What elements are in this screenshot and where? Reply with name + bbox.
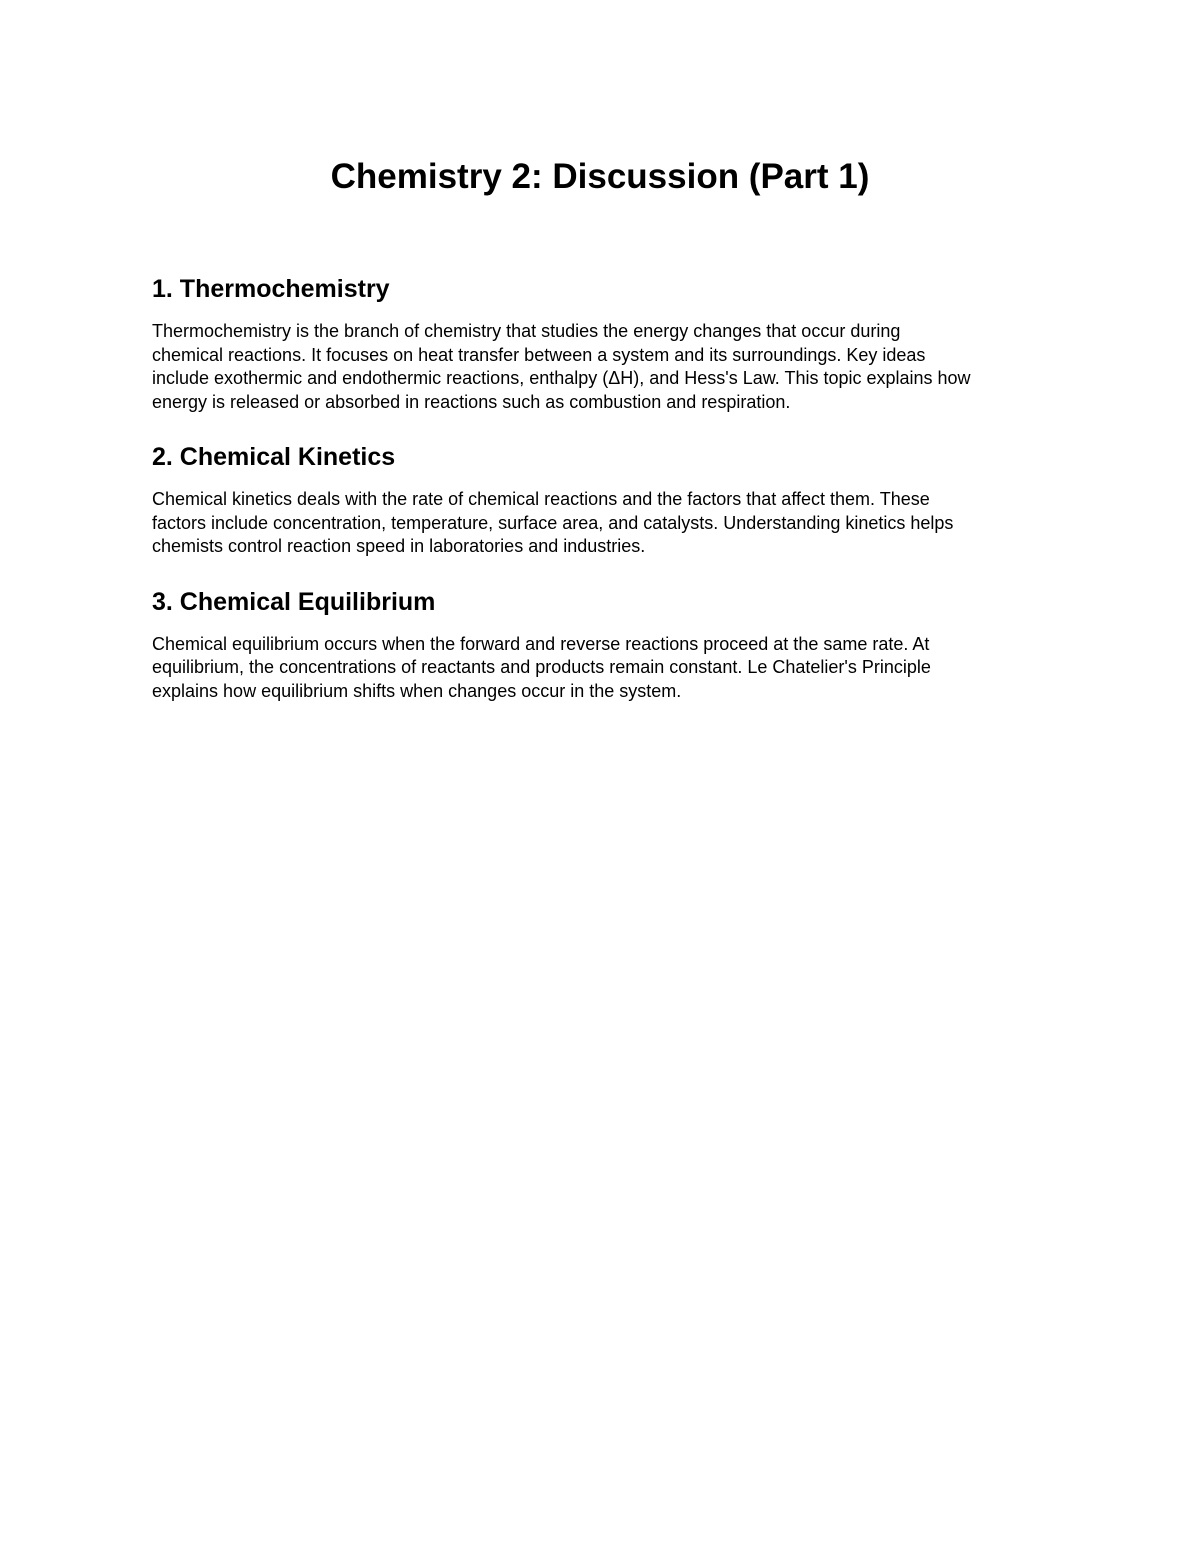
document-content: [152, 270, 1052, 703]
section-chemical-equilibrium: [152, 583, 1052, 704]
section-heading: 1. Thermochemistry: [152, 275, 390, 303]
section-chemical-kinetics: [152, 438, 1052, 559]
section-paragraph: Thermochemistry is the branch of chemistry that studies the energy changes that occur during chemical reactions. It focuses on heat transfer between a system and its surroundings. Key ideas include exothermic and endothermic reactions, enthalpy (ΔH), and Hess's Law. This topic explains how energy is released or absorbed in reactions such as combustion and respiration.: [152, 321, 971, 412]
section-paragraph: Chemical equilibrium occurs when the forward and reverse reactions proceed at the same rate. At equilibrium, the concentrations of reactants and products remain constant. Le Chatelier's Principle explains how equilibrium shifts when changes occur in the system.: [152, 633, 931, 701]
section-heading: 2. Chemical Kinetics: [152, 443, 396, 471]
section-heading: 3. Chemical Equilibrium: [152, 587, 436, 616]
section-thermochemistry: [152, 270, 1052, 414]
document-title: Chemistry 2: Discussion (Part 1): [330, 157, 870, 196]
section-paragraph: Chemical kinetics deals with the rate of chemical reactions and the factors that affect them. These factors include concentration, temperature, surface area, and catalysts. Understanding kinetics helps chemists control reaction speed in laboratories and industries.: [152, 489, 954, 556]
